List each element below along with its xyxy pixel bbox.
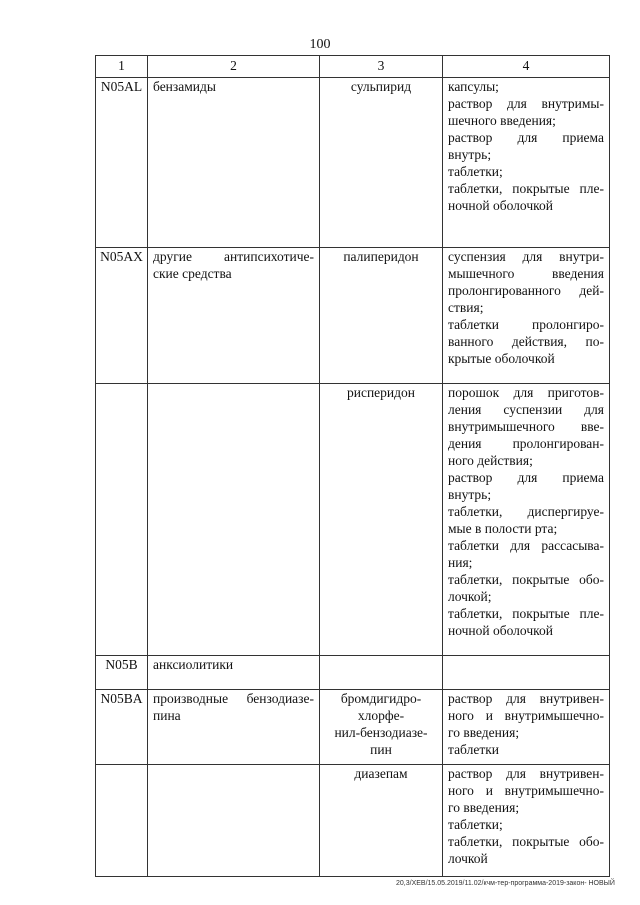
atc-code-cell: N05AX [96, 248, 148, 384]
dosage-form-line: таблетки, покрытые пле- [448, 606, 604, 621]
column-header-2: 2 [148, 56, 320, 78]
drug-name-line: нил-бензодиазе- [334, 725, 428, 740]
dosage-form-line: крытые оболочкой [448, 351, 555, 366]
group-cell: другие антипсихотиче- ские средства [148, 248, 320, 384]
dosage-form-line: дения пролонгирован- [448, 436, 604, 451]
drug-name-cell [320, 78, 443, 248]
group-cell: анксиолитики [148, 656, 320, 690]
table-row [96, 78, 610, 248]
table-row [96, 690, 610, 765]
dosage-form-line: раствор для внутримы- [448, 96, 604, 111]
atc-code-cell [96, 765, 148, 877]
dosage-form-line: ствия; [448, 300, 484, 315]
drug-name-line: диазепам [354, 766, 408, 781]
dosage-form-line: таблетки [448, 742, 500, 757]
group-cell [148, 384, 320, 656]
dosage-form-line: ного действия; [448, 453, 533, 468]
dosage-form-line: ного и внутримышечно- [448, 783, 604, 798]
group-cell: производные бензодиазе- пина [148, 690, 320, 765]
column-header-4: 4 [443, 56, 610, 78]
dosage-form-line: ванного действия, по- [448, 334, 604, 349]
dosage-forms-cell [443, 690, 610, 765]
drug-name-cell [320, 765, 443, 877]
drug-name-line: рисперидон [346, 385, 415, 400]
dosage-form-line: внутрь; [448, 147, 492, 162]
column-header-1: 1 [96, 56, 148, 78]
dosage-form-line: таблетки; [448, 164, 503, 179]
drug-name-line: палиперидон [343, 249, 419, 264]
drug-name-cell [320, 248, 443, 384]
footer-note: 20,3/ХЕВ/15.05.2019/11.02/кчм-тер-программа-2019-закон- НОВЫЙ [396, 880, 615, 887]
dosage-form-line: ного и внутримышечно- [448, 708, 604, 723]
table-row [96, 765, 610, 877]
dosage-form-line: таблетки, покрытые пле- [448, 181, 604, 196]
drug-table [95, 55, 610, 877]
dosage-form-line: лочкой [448, 851, 488, 866]
dosage-forms-cell [443, 656, 610, 690]
dosage-form-line: ночной оболочкой [448, 198, 553, 213]
dosage-form-line: суспензия для внутри- [448, 249, 604, 264]
dosage-form-line: таблетки; [448, 817, 503, 832]
dosage-form-line: порошок для приготов- [448, 385, 604, 400]
dosage-form-line: пролонгированного дей- [448, 283, 604, 298]
column-header-3: 3 [320, 56, 443, 78]
page-number: 100 [309, 37, 331, 52]
dosage-form-line: раствор для внутривен- [448, 766, 604, 781]
dosage-forms-cell [443, 765, 610, 877]
table-row [96, 656, 610, 690]
dosage-form-line: раствор для приема [448, 470, 604, 485]
atc-code-cell: N05B [96, 656, 148, 690]
drug-name-line: пин [370, 742, 392, 757]
drug-name-cell [320, 656, 443, 690]
table-row [96, 384, 610, 656]
drug-name-line: бромдигидро- [340, 691, 422, 706]
dosage-forms-cell [443, 78, 610, 248]
dosage-forms-cell [443, 248, 610, 384]
drug-name-cell [320, 384, 443, 656]
dosage-form-line: раствор для приема [448, 130, 604, 145]
drug-name-cell [320, 690, 443, 765]
dosage-form-line: внутрь; [448, 487, 492, 502]
group-cell [148, 765, 320, 877]
drug-name-line: хлорфе- [357, 708, 405, 723]
dosage-form-line: таблетки для рассасыва- [448, 538, 604, 553]
atc-code-cell [96, 384, 148, 656]
dosage-form-line: шечного введения; [448, 113, 556, 128]
dosage-form-line: мые в полости рта; [448, 521, 558, 536]
atc-code-cell: N05AL [96, 78, 148, 248]
dosage-forms-cell [443, 384, 610, 656]
dosage-form-line: таблетки пролонгиро- [448, 317, 604, 332]
dosage-form-line: капсулы; [448, 79, 499, 94]
dosage-form-line: внутримышечного вве- [448, 419, 604, 434]
dosage-form-line: ночной оболочкой [448, 623, 553, 638]
table-row [96, 248, 610, 384]
dosage-form-line: таблетки, диспергируе- [448, 504, 604, 519]
drug-name-line: сульпирид [350, 79, 412, 94]
table-header-row [96, 56, 610, 78]
dosage-form-line: го введения; [448, 800, 520, 815]
dosage-form-line: ления суспензии для [448, 402, 604, 417]
table-body [96, 78, 610, 877]
dosage-form-line: мышечного введения [448, 266, 604, 281]
dosage-form-line: таблетки, покрытые обо- [448, 572, 604, 587]
atc-code-cell: N05BA [96, 690, 148, 765]
dosage-form-line: ния; [448, 555, 473, 570]
dosage-form-line: го введения; [448, 725, 520, 740]
group-cell: бензамиды [148, 78, 320, 248]
dosage-form-line: таблетки, покрытые обо- [448, 834, 604, 849]
dosage-form-line: лочкой; [448, 589, 492, 604]
dosage-form-line: раствор для внутривен- [448, 691, 604, 706]
